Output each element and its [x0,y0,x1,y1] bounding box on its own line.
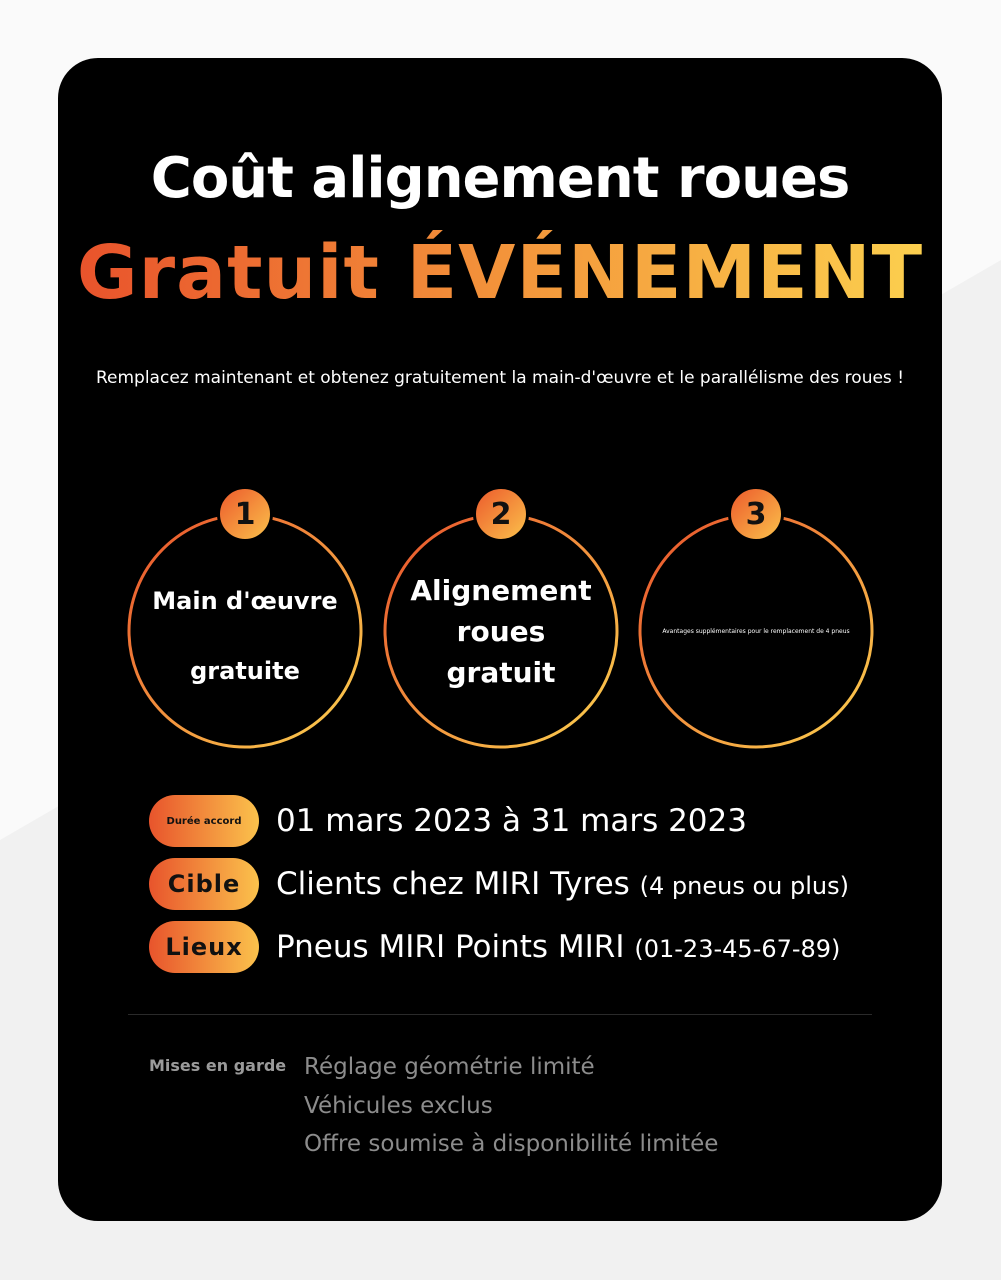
headline: Gratuit ÉVÉNEMENT [58,230,942,316]
step-number: 2 [473,486,529,542]
step-3 [638,496,874,749]
detail-duration [149,795,747,847]
label-pill: Durée accord [149,795,259,847]
promo-card [58,58,942,1221]
step-text: Main d'œuvre [152,587,338,615]
subtitle: Remplacez maintenant et obtenez gratuitement la main-d'œuvre et le parallélisme des roues ! [95,368,905,388]
step-number: 1 [217,486,273,542]
step-text: roues gratuit [446,614,556,689]
divider [128,1014,872,1015]
step-1 [127,496,363,749]
detail-text: 01 mars 2023 à 31 mars 2023 [276,803,747,839]
step-text: Alignement [410,573,592,607]
step-2 [383,496,619,749]
warning-item: Offre soumise à disponibilité limitée [304,1131,719,1157]
page-title: Coût alignement roues [150,146,850,211]
step-number: 3 [728,486,784,542]
warnings-list [304,1048,718,1164]
label-pill: Lieux [149,921,259,973]
detail-text: Clients chez MIRI Tyres [276,866,630,902]
detail-note: (4 pneus ou plus) [639,872,849,900]
warning-item: Réglage géométrie limité [304,1054,595,1080]
detail-target [149,858,849,910]
warnings-label: Mises en garde [149,1056,287,1075]
detail-location [149,921,840,973]
detail-note: (01-23-45-67-89) [634,935,841,963]
step-text: gratuite [190,657,300,685]
warning-item: Véhicules exclus [304,1092,493,1119]
detail-text: Pneus MIRI Points MIRI [276,929,625,965]
label-pill: Cible [149,858,259,910]
step-text: Avantages supplémentaires pour le remplacement de 4 pneus [662,627,850,635]
